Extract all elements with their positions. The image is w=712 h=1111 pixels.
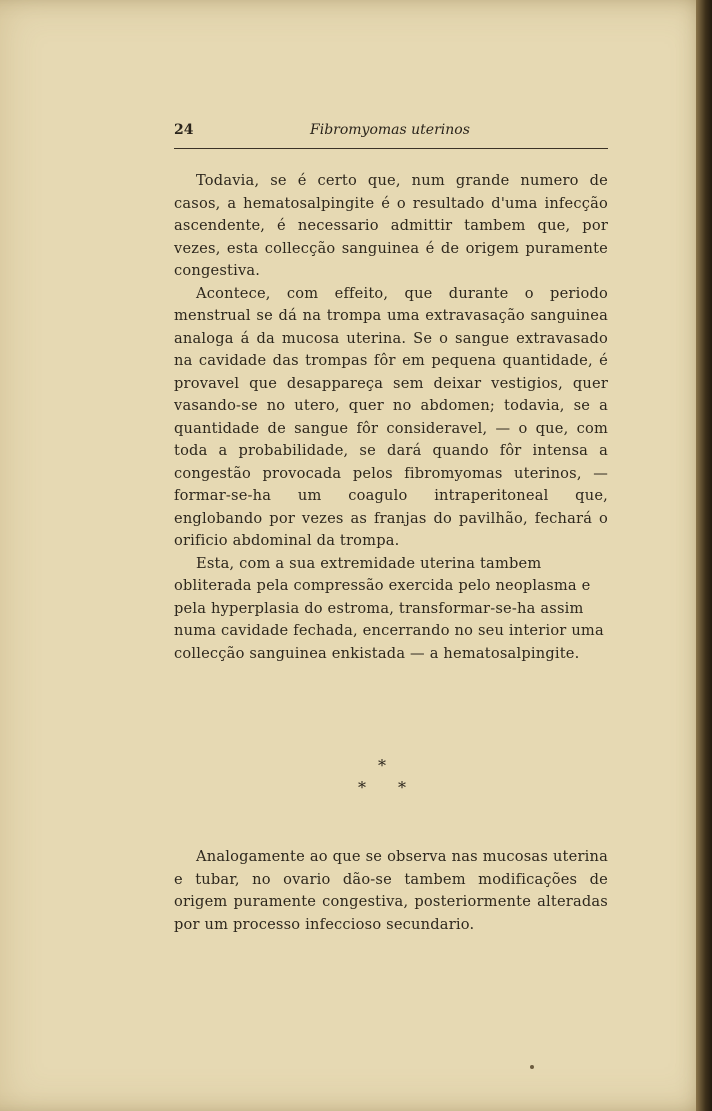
- page-header: [174, 118, 608, 149]
- section-separator: [340, 756, 420, 801]
- paragraph-1: Todavia, se é certo que, num grande numero de casos, a hematosalpingite é o resultado d'uma infecção ascendente, é necessario admittir tambem que, por vezes, esta collecção sanguinea é de origem puramente congestiva.: [174, 172, 608, 279]
- paragraph-3: Esta, com a sua extremidade uterina tambem obliterada pela compressão exercida pelo neoplasma e pela hyperplasia do estroma, transformar-se-ha assim numa cavidade fechada, encerrando no seu interior uma collecção sanguinea enkistada — a hematosalpingite.: [174, 554, 604, 662]
- paragraph-4: Analogamente ao que se observa nas mucosas uterina e tubar, no ovario dão-se tambem modificações de origem puramente congestiva, posteriormente alteradas por um processo infeccioso secundario.: [174, 848, 608, 933]
- book-spine-edge: [696, 0, 712, 1111]
- separator-star-right: *: [398, 778, 406, 797]
- paper-speck: [530, 1065, 534, 1069]
- page-number: 24: [174, 122, 194, 138]
- running-title: Fibromyomas uterinos: [310, 122, 470, 138]
- section-2-text: [174, 846, 608, 936]
- section-1-text: [174, 170, 608, 665]
- separator-star-top: *: [378, 756, 386, 775]
- separator-star-left: *: [358, 778, 366, 797]
- paragraph-2: Acontece, com effeito, que durante o periodo menstrual se dá na trompa uma extravasação sanguinea analoga á da mucosa uterina. Se o sangue extravasado na cavidade das trompas fôr em pequena quantidade, é provavel que desappareça sem deixar vestigios, quer vasando-se no utero, quer no abdomen; todavia, se a quantidade de sangue fôr consideravel, — o que, com toda a probabilidade, se dará quando fôr intensa a congestão provocada pelos fibromyomas uterinos, — formar-se-ha um coagulo intraperitoneal que, englobando por vezes as franjas do pavilhão, fechará o orificio abdominal da trompa.: [174, 284, 608, 549]
